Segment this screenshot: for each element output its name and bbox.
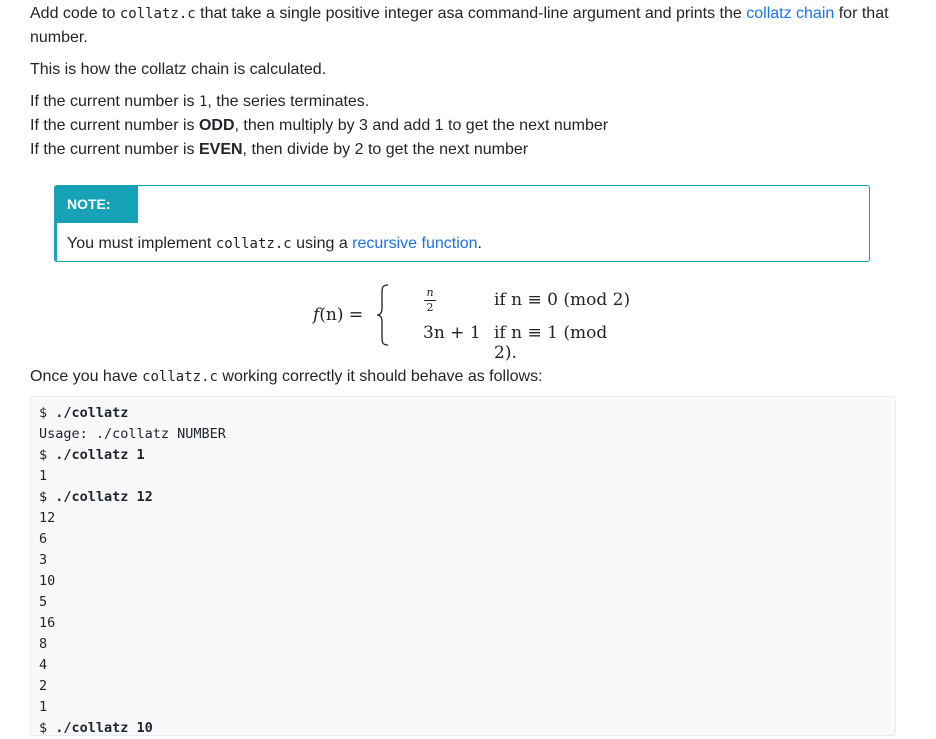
formula-fraction [424,287,436,314]
terminal-text: ./collatz [55,405,129,421]
terminal-text: 5 [39,594,48,610]
formula-lhs-rest: (n) = [319,305,364,325]
terminal-command-line [39,403,895,424]
formula-frac-num: n [426,286,434,299]
terminal-output-block [30,396,896,736]
rule-odd-before: If the current number is [30,117,199,134]
terminal-text: 1 [39,468,48,484]
terminal-command-line [39,718,895,739]
terminal-output-line [39,466,895,487]
rule-even-before: If the current number is [30,141,199,158]
terminal-prompt: $ [39,405,56,421]
terminal-prompt: $ [39,720,56,736]
terminal-text: 16 [39,615,56,631]
terminal-prompt: $ [39,447,56,463]
once-before: Once you have [30,368,143,385]
terminal-prompt: $ [39,489,56,505]
calc-line: This is how the collatz chain is calculated. [30,61,327,78]
once-after: working correctly it should behave as follows: [217,368,543,385]
terminal-text: 10 [39,573,56,589]
note-after: . [477,235,482,252]
note-before: You must implement [67,235,216,252]
terminal-command-line [39,445,895,466]
terminal-output-line [39,592,895,613]
terminal-output-line [39,634,895,655]
terminal-text: 8 [39,636,48,652]
terminal-output-line [39,550,895,571]
behavior-intro [30,365,543,389]
left-brace-icon [376,284,390,346]
terminal-output-line [39,508,895,529]
once-file-code: collatz.c [142,369,218,385]
rule-even [30,138,608,162]
note-body [67,232,482,256]
collatz-chain-link[interactable]: collatz chain [746,5,835,22]
terminal-text: 2 [39,678,48,694]
rule-even-after: , then divide by 2 to get the next number [242,141,529,158]
terminal-text: 12 [39,510,56,526]
terminal-text: ./collatz 10 [55,720,153,736]
terminal-text: ./collatz 1 [55,447,145,463]
rule-odd-after: , then multiply by 3 and add 1 to get the next number [234,117,609,134]
recursive-function-link[interactable]: recursive function [352,235,478,252]
terminal-output-line [39,529,895,550]
formula-lhs [313,305,363,325]
collatz-formula [313,284,633,363]
rule-even-bold: EVEN [198,141,243,158]
rule-one-before: If the current number is [30,93,199,110]
intro-text-after: for that number. [30,5,889,46]
terminal-output-line [39,676,895,697]
intro-text-before: Add code to [30,5,120,22]
note-middle: using a [291,235,353,252]
terminal-output-line [39,571,895,592]
rule-one-value: 1 [198,94,208,110]
rule-one [30,90,608,114]
intro-paragraph [30,2,896,50]
terminal-output-line [39,655,895,676]
intro-file-code: collatz.c [119,6,196,22]
formula-f: f [313,305,320,325]
rule-odd [30,114,608,138]
terminal-text: Usage: ./collatz NUMBER [39,426,226,442]
formula-frac-den: 2 [426,301,434,314]
note-title: NOTE: [57,186,138,223]
terminal-command-line [39,487,895,508]
terminal-text: 3 [39,552,48,568]
terminal-text: 6 [39,531,48,547]
formula-expr-odd: 3n + 1 [423,323,481,343]
terminal-output-line [39,697,895,718]
terminal-text: ./collatz 12 [55,489,153,505]
terminal-output-line [39,613,895,634]
rule-odd-bold: ODD [198,117,235,134]
note-callout [54,185,870,262]
note-file-code: collatz.c [215,236,292,252]
terminal-text: 4 [39,657,48,673]
terminal-output-line [39,424,895,445]
rule-one-after: , the series terminates. [207,93,370,110]
formula-cond-odd: if n ≡ 1 (mod 2). [494,323,608,363]
intro-text-middle: that take a single positive integer asa command-line argument and prints the [195,5,747,22]
terminal-text: 1 [39,699,48,715]
formula-cond-even: if n ≡ 0 (mod 2) [494,290,631,310]
rules-list [30,90,608,162]
